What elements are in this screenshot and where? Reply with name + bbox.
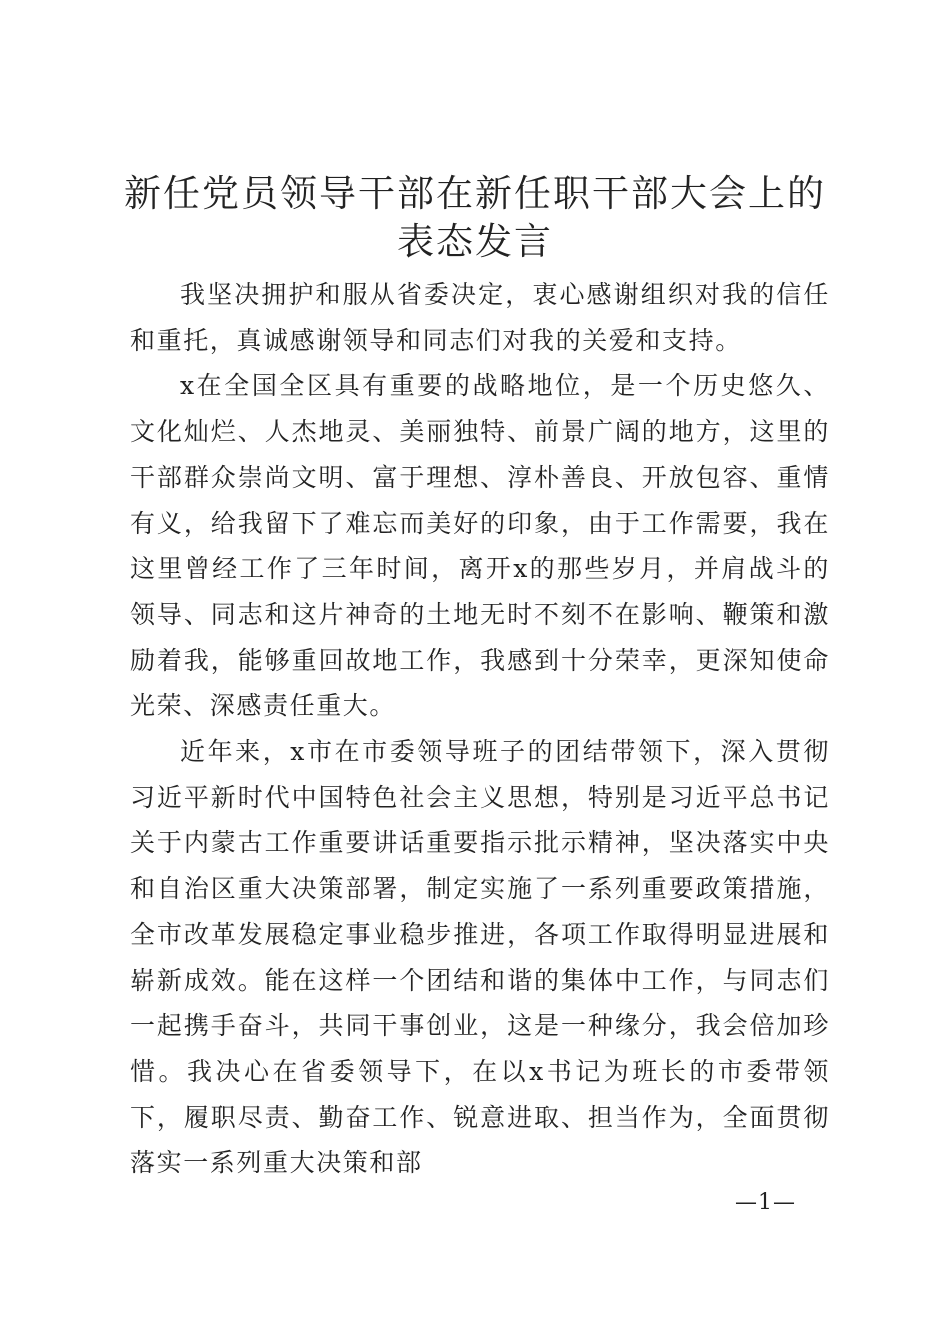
paragraph: 近年来，x市在市委领导班子的团结带领下，深入贯彻习近平新时代中国特色社会主义思想，特别是习近平总书记关于内蒙古工作重要讲话重要指示批示精神，坚决落实中央和自治区重大决策部署，制定实施了一系列重要政策措施，全市改革发展稳定事业稳步推进，各项工作取得明显进展和崭新成效。能在这样一个团结和谐的集体中工作，与同志们一起携手奋斗，共同干事创业，这是一种缘分，我会倍加珍惜。我决心在省委领导下，在以x书记为班长的市委带领下，履职尽责、勤奋工作、锐意进取、担当作为，全面贯彻落实一系列重大决策和部 bbox=[130, 737, 830, 1178]
paragraph: x在全国全区具有重要的战略地位，是一个历史悠久、文化灿烂、人杰地灵、美丽独特、前景广阔的地方，这里的干部群众崇尚文明、富于理想、淳朴善良、开放包容、重情有义，给我留下了难忘而美好的印象，由于工作需要，我在这里曾经工作了三年时间，离开x的那些岁月，并肩战斗的领导、同志和这片神奇的土地无时不刻不在影响、鞭策和激励着我，能够重回故地工作，我感到十分荣幸，更深知使命光荣、深感责任重大。 bbox=[130, 371, 830, 721]
page-number: —1— bbox=[735, 1190, 796, 1215]
paragraph: 我坚决拥护和服从省委决定，衷心感谢组织对我的信任和重托，真诚感谢领导和同志们对我的关爱和支持。 bbox=[130, 280, 830, 355]
document-title: 新任党员领导干部在新任职干部大会上的表态发言 bbox=[124, 172, 826, 263]
document-body bbox=[130, 272, 830, 1186]
